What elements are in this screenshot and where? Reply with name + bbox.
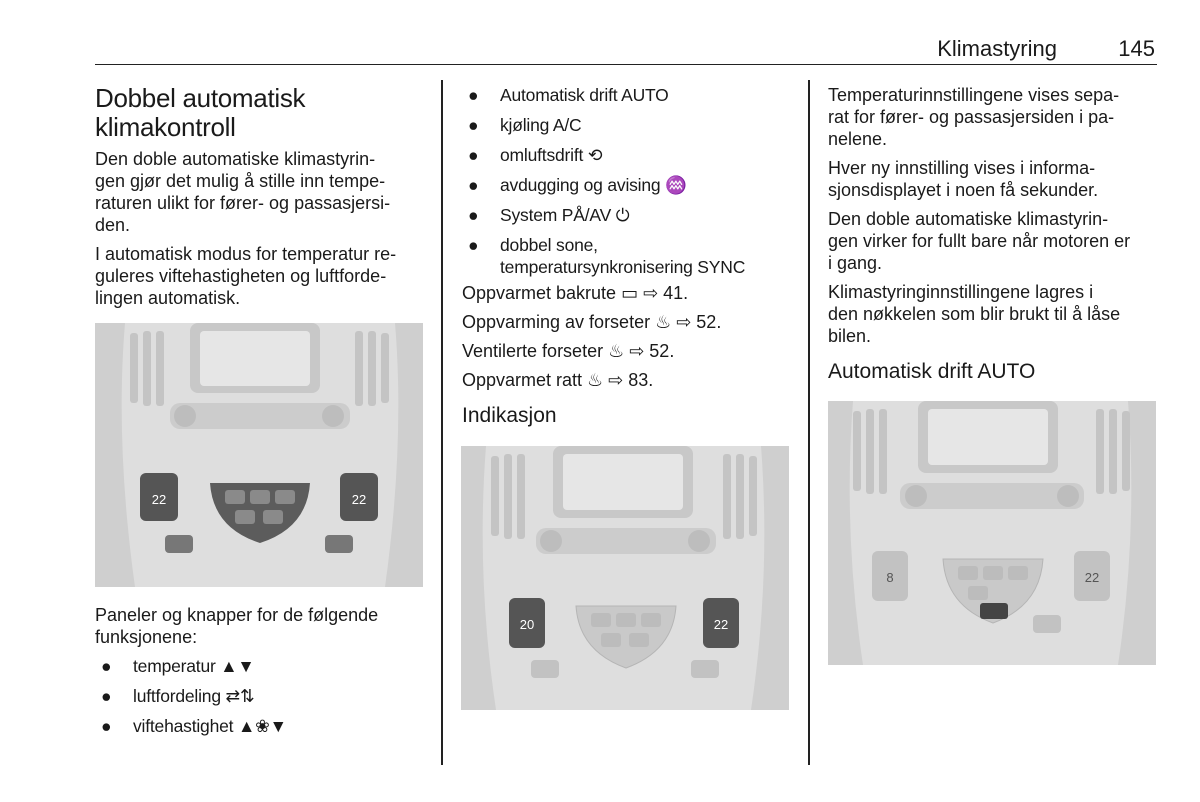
function-list-2 [462,84,797,278]
paragraph-engine-running: Den doble automatiske klimastyrin- gen virker for fullt bare når motoren er i gang. [828,209,1131,273]
list-item: ● avdugging og avising ♒ [468,175,687,195]
right-temp-display: 22 [713,617,729,632]
paragraph-info-display: Hver ny innstilling vises i informa- sjonsdisplayet i noen få sekunder. [828,158,1099,200]
paragraph-temperature-display: Temperaturinnstillingene vises sepa- rat for fører- og passasjersiden i pa- nelene. [828,85,1120,149]
list-item: ● Automatisk drift AUTO [468,85,669,105]
page-header [95,30,1157,65]
power-icon: ⏻ [615,205,630,225]
left-temp-display: 8 [886,570,894,585]
right-temp-display: 22 [1084,570,1100,585]
climate-panel-figure-2 [461,446,789,710]
column-divider-1 [441,80,443,765]
climate-panel-figure-1 [95,323,423,587]
subheading-automatic-mode: Automatisk drift AUTO [828,360,1036,383]
column-divider-2 [808,80,810,765]
climate-panel-figure-3 [828,401,1156,665]
list-item: ● temperatur ▲▼ [101,656,255,676]
list-item: ● kjøling A/C [468,115,582,135]
recirculation-icon: ⟲ [587,145,603,165]
intro-paragraph: Den doble automatiske klimastyrin- gen gjør det mulig å stille inn tempe- raturen ulikt for fører- og passasjersi- den. [95,149,391,235]
list-item: ● luftfordeling ⇄⇅ [101,686,255,706]
section-title: Klimastyring [937,36,1057,61]
left-temp-display: 20 [519,617,535,632]
page-number: 145 [1118,36,1155,61]
air-distribution-icon: ⇄⇅ [225,686,255,706]
subheading-indikasjon: Indikasjon [462,404,557,427]
list-item: ● viftehastighet ▲❀▼ [101,716,287,736]
column-1 [95,84,425,316]
column-3 [828,84,1158,383]
list-item: ● System PÅ/AV ⏻ [468,205,630,225]
defrost-icon: ♒ [665,175,687,195]
right-temp-display: 22 [351,492,367,507]
reference-rear-window: Oppvarmet bakrute ▭ ⇨ 41. [462,283,689,303]
auto-mode-paragraph: I automatisk modus for temperatur re- guleres viftehastigheten og luftforde- lingen automatisk. [95,244,397,308]
reference-ventilated-seats: Ventilerte forseter ♨ ⇨ 52. [462,341,675,361]
auto-button-highlight [980,603,1008,619]
reference-heated-wheel: Oppvarmet ratt ♨ ⇨ 83. [462,370,654,390]
reference-heated-seats: Oppvarming av forseter ♨ ⇨ 52. [462,312,722,332]
column-1-lower [95,604,425,745]
left-temp-display: 22 [151,492,167,507]
page-title: Dobbel automatisk klimakontroll [95,83,306,142]
column-2 [462,84,797,427]
list-item: ● omluftsdrift ⟲ [468,145,603,165]
function-list-1 [95,655,425,737]
list-item: ● dobbel sone, temperatursynkronisering SYNC [468,235,746,277]
paragraph-key-memory: Klimastyringinnstillingene lagres i den nøkkelen som blir brukt til å låse bilen. [828,282,1121,346]
figure-caption: Paneler og knapper for de følgende funksjonene: [95,605,379,647]
